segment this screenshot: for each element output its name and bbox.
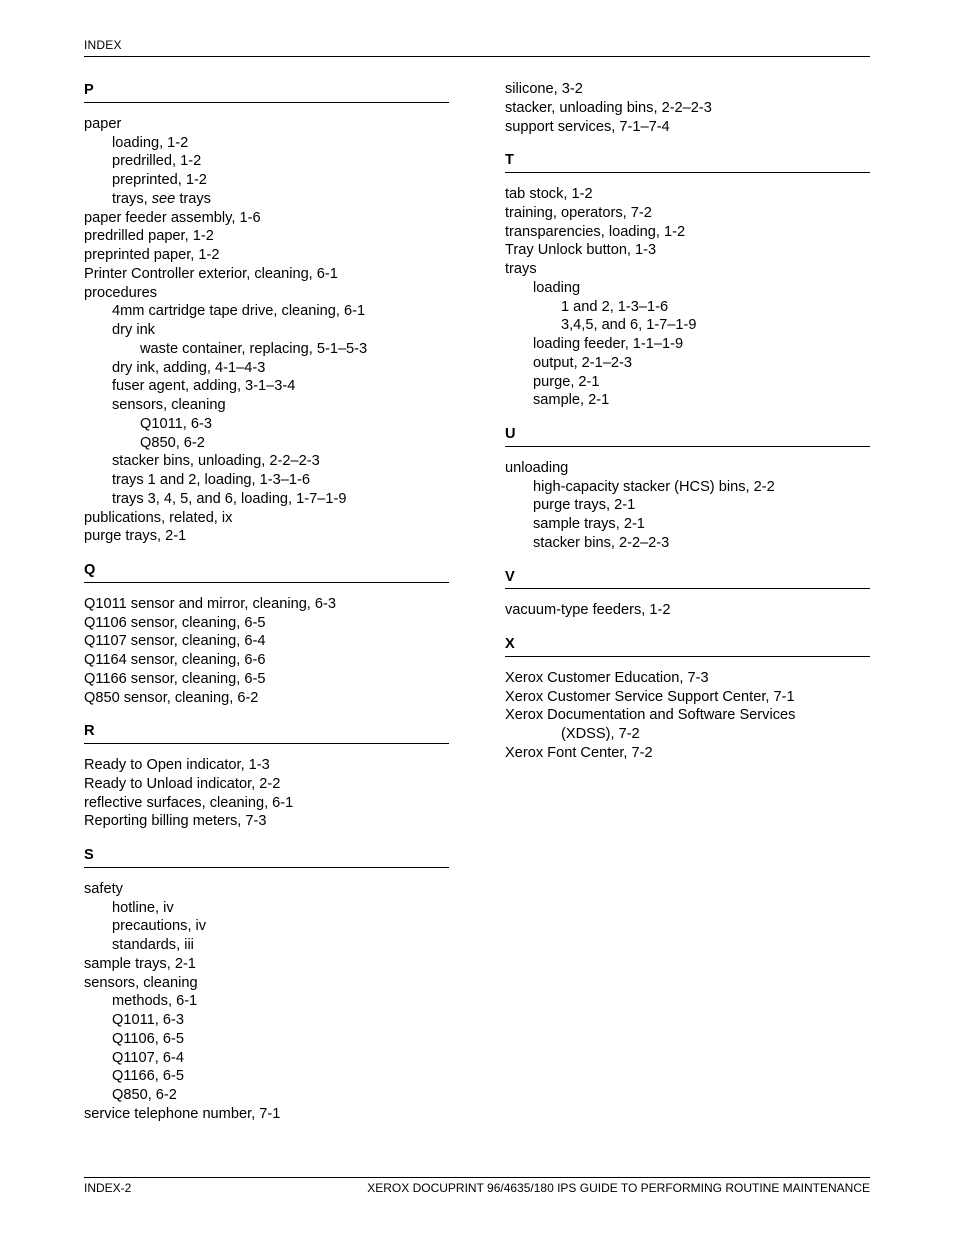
index-section-s-continued	[505, 78, 870, 136]
section-letter: S	[84, 843, 449, 868]
index-entry: Ready to Unload indicator, 2-2	[84, 775, 281, 792]
section-letter: P	[84, 78, 449, 103]
section-letter: U	[505, 422, 870, 447]
index-entry: Q1107 sensor, cleaning, 6-4	[84, 633, 266, 650]
index-entry: unloading	[505, 459, 569, 476]
index-subentry: Q1107, 6-4	[112, 1049, 184, 1066]
index-entry: Xerox Customer Service Support Center, 7-1	[505, 688, 795, 705]
index-subsubentry: 3,4,5, and 6, 1-7–1-9	[561, 317, 697, 334]
index-entry: silicone, 3-2	[505, 81, 583, 97]
index-subentry: trays 3, 4, 5, and 6, loading, 1-7–1-9	[112, 490, 347, 507]
index-subsubentry: waste container, replacing, 5-1–5-3	[140, 340, 368, 357]
index-subentry: stacker bins, unloading, 2-2–2-3	[112, 453, 320, 470]
index-entry: Xerox Font Center, 7-2	[505, 744, 653, 761]
running-head: INDEX	[84, 38, 122, 52]
index-entry: Q1166 sensor, cleaning, 6-5	[84, 670, 266, 687]
index-entry: service telephone number, 7-1	[84, 1105, 281, 1122]
index-section-t	[505, 148, 870, 410]
book-title: XEROX DOCUPRINT 96/4635/180 IPS GUIDE TO PERFORMING ROUTINE MAINTENANCE	[367, 1181, 870, 1195]
index-entry: Xerox Customer Education, 7-3	[505, 669, 709, 686]
index-section-u	[505, 422, 870, 553]
index-entry: Xerox Documentation and Software Services	[505, 707, 796, 724]
index-entry: Tray Unlock button, 1-3	[505, 242, 657, 259]
index-entry: paper	[84, 115, 122, 132]
index-section-q	[84, 558, 449, 707]
header-rule	[84, 56, 870, 57]
index-entry: procedures	[84, 284, 158, 301]
index-entry: Q1011 sensor and mirror, cleaning, 6-3	[84, 595, 337, 612]
see-reference: see	[151, 190, 176, 207]
index-subentry	[84, 190, 449, 209]
index-subsubentry: Q1011, 6-3	[140, 415, 212, 432]
page-number: INDEX-2	[84, 1181, 132, 1195]
index-entry: Reporting billing meters, 7-3	[84, 813, 267, 830]
index-entry: sensors, cleaning	[84, 974, 198, 991]
index-column-right	[505, 78, 870, 775]
footer-rule	[84, 1177, 870, 1178]
index-entry: preprinted paper, 1-2	[84, 247, 220, 263]
index-subentry: loading	[533, 279, 581, 296]
index-section-p	[84, 78, 449, 546]
index-entry: Printer Controller exterior, cleaning, 6-1	[84, 265, 338, 282]
index-subentry: Q850, 6-2	[112, 1087, 177, 1103]
index-subentry: purge trays, 2-1	[533, 497, 636, 514]
index-entry: trays	[505, 261, 537, 277]
index-subentry: loading feeder, 1-1–1-9	[533, 336, 684, 352]
index-section-s	[84, 843, 449, 1124]
index-subentry: 4mm cartridge tape drive, cleaning, 6-1	[112, 303, 366, 320]
index-entry: vacuum-type feeders, 1-2	[505, 602, 671, 619]
index-subentry: high-capacity stacker (HCS) bins, 2-2	[533, 478, 775, 495]
index-entry-continuation: (XDSS), 7-2	[561, 726, 640, 742]
entry-text: trays	[179, 190, 211, 207]
index-section-x	[505, 632, 870, 763]
index-section-v	[505, 565, 870, 621]
index-entry: tab stock, 1-2	[505, 186, 593, 202]
index-entry: Q850 sensor, cleaning, 6-2	[84, 689, 259, 706]
index-subsubentry: 1 and 2, 1-3–1-6	[561, 298, 669, 315]
index-entry: paper feeder assembly, 1-6	[84, 209, 261, 226]
index-entry: stacker, unloading bins, 2-2–2-3	[505, 99, 712, 116]
section-letter: Q	[84, 558, 449, 583]
index-subentry: stacker bins, 2-2–2-3	[533, 534, 670, 551]
index-entry: transparencies, loading, 1-2	[505, 223, 686, 240]
index-section-r	[84, 719, 449, 831]
index-entry: sample trays, 2-1	[84, 955, 196, 972]
index-entry: purge trays, 2-1	[84, 528, 187, 545]
index-entry: safety	[84, 880, 123, 897]
index-column-left	[84, 78, 449, 1136]
section-letter: X	[505, 632, 870, 657]
index-subentry: dry ink, adding, 4-1–4-3	[112, 359, 266, 376]
index-subentry: precautions, iv	[112, 918, 207, 935]
section-letter: R	[84, 719, 449, 744]
index-subentry: sensors, cleaning	[112, 397, 226, 413]
index-subentry: sample trays, 2-1	[533, 516, 645, 532]
index-entry: support services, 7-1–7-4	[505, 118, 670, 135]
index-subentry: methods, 6-1	[112, 993, 198, 1010]
index-subentry: purge, 2-1	[533, 373, 600, 390]
index-subentry: output, 2-1–2-3	[533, 354, 632, 371]
entry-text: trays,	[112, 190, 148, 207]
index-subentry: loading, 1-2	[112, 134, 189, 151]
index-entry: reflective surfaces, cleaning, 6-1	[84, 794, 294, 811]
index-subentry: Q1106, 6-5	[112, 1030, 184, 1047]
index-subentry: preprinted, 1-2	[112, 172, 207, 188]
index-subentry: predrilled, 1-2	[112, 153, 202, 170]
index-subentry: dry ink	[112, 322, 155, 338]
index-subentry: sample, 2-1	[533, 392, 610, 409]
section-letter: T	[505, 148, 870, 173]
index-entry: predrilled paper, 1-2	[84, 228, 214, 245]
index-entry: Q1106 sensor, cleaning, 6-5	[84, 614, 266, 631]
index-entry: Q1164 sensor, cleaning, 6-6	[84, 652, 266, 668]
index-subentry: hotline, iv	[112, 899, 174, 916]
index-subentry: fuser agent, adding, 3-1–3-4	[112, 378, 296, 395]
index-subsubentry: Q850, 6-2	[140, 434, 205, 451]
index-subentry: standards, iii	[112, 937, 194, 953]
section-letter: V	[505, 565, 870, 590]
index-entry: Ready to Open indicator, 1-3	[84, 757, 270, 773]
index-entry: publications, related, ix	[84, 509, 233, 526]
index-entry: training, operators, 7-2	[505, 204, 652, 221]
index-subentry: trays 1 and 2, loading, 1-3–1-6	[112, 472, 310, 488]
index-subentry: Q1166, 6-5	[112, 1068, 184, 1085]
index-subentry: Q1011, 6-3	[112, 1012, 184, 1028]
